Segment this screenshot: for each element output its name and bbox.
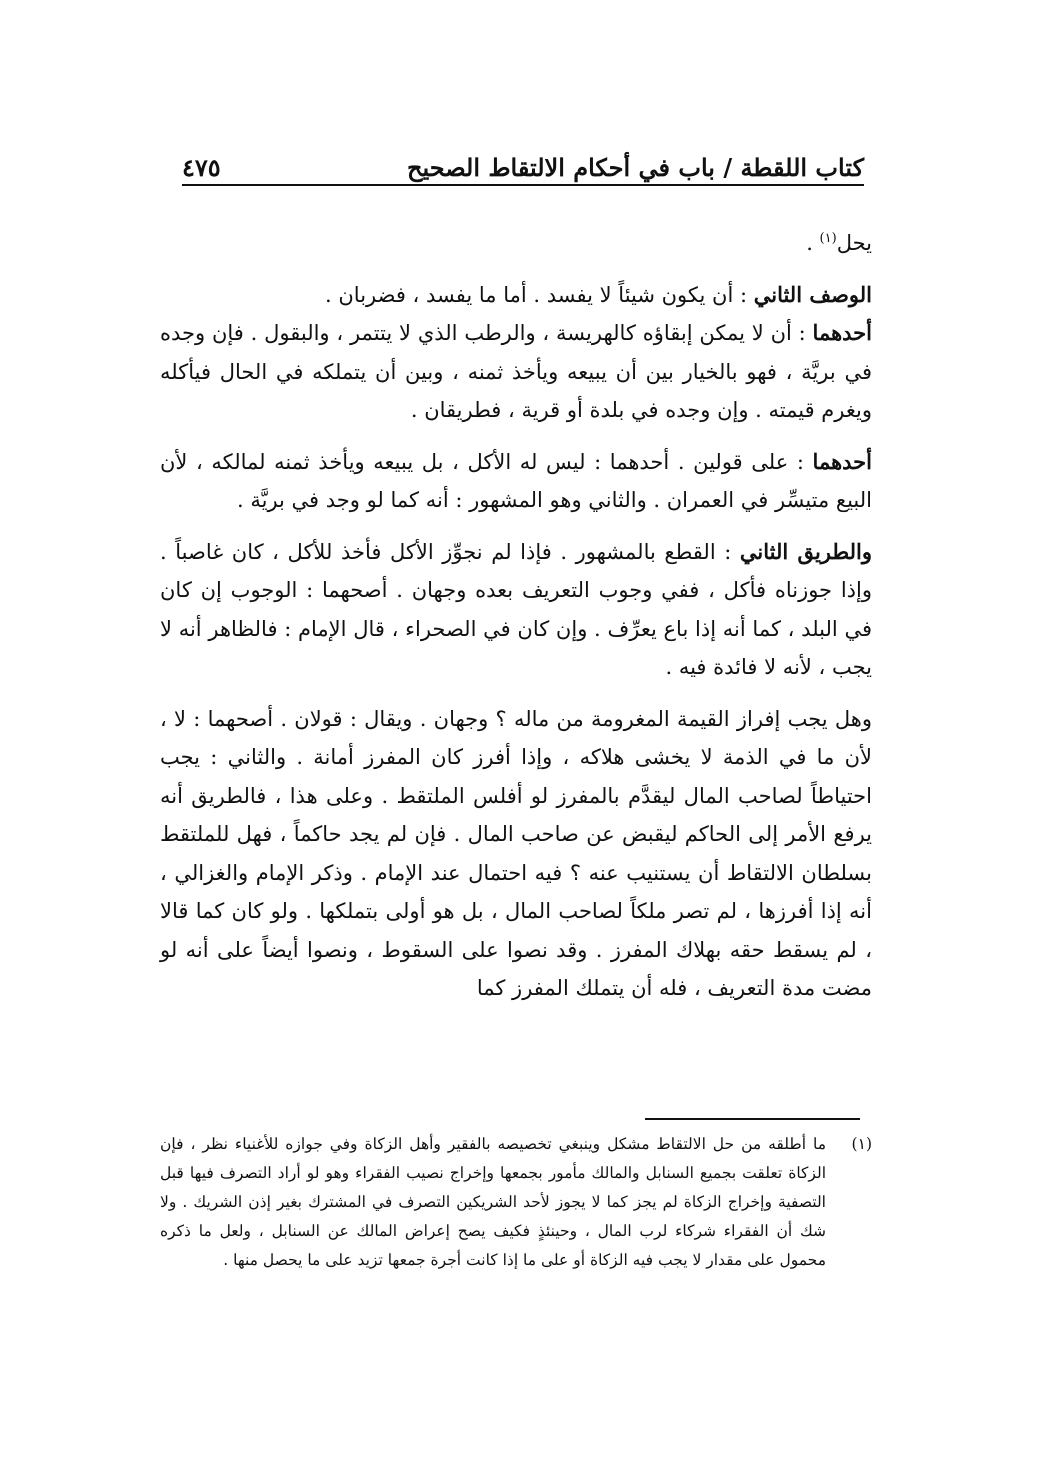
paragraph-5: والطريق الثاني : القطع بالمشهور . فإذا لم نجوِّز الأكل فأخذ للأكل ، كان غاصباً . وإذا جوزناه فأكل ، ففي وجوب التعريف بعده وجهان . أصحهما : الوجوب إن كان في البلد ، كما أنه إذا باع يعرِّف . وإن كان في الصحراء ، قال الإمام : فالظاهر أنه لا يجب ، لأنه لا فائدة فيه .	[160, 538, 872, 679]
footnotes	[160, 1130, 872, 1275]
paragraph-2: الوصف الثاني : أن يكون شيئاً لا يفسد . أما ما يفسد ، فضربان .	[325, 281, 872, 307]
running-title: كتاب اللقطة / باب في أحكام الالتقاط الصحيح	[406, 153, 864, 182]
paragraph-lead: أحدهما	[812, 320, 872, 345]
footnote-rule	[645, 1118, 860, 1120]
paragraph-3: أحدهما : أن لا يمكن إبقاؤه كالهريسة ، والرطب الذي لا يتتمر ، والبقول . فإن وجده في بريَّة ، فهو بالخيار بين أن يبيعه ويأخذ ثمنه ، وبين أن يتملكه في الحال فيأكله ويغرم قيمته . وإن وجده في بلدة أو قرية ، فطريقان .	[160, 320, 872, 422]
body-text	[160, 220, 872, 1008]
running-header	[182, 140, 864, 182]
paragraph-1: يحل$^{(١)}$ .	[806, 231, 872, 255]
footnote-number: (١)	[851, 1135, 872, 1153]
paragraph-4: أحدهما : على قولين . أحدهما : ليس له الأكل ، بل يبيعه ويأخذ ثمنه لمالكه ، لأن البيع متيسِّر في العمران . والثاني وهو المشهور : أنه كما لو وجد في بريَّة .	[160, 448, 872, 512]
header-rule	[182, 184, 864, 186]
footnote	[160, 1130, 872, 1275]
paragraph-6: وهل يجب إفراز القيمة المغرومة من ماله ؟ وجهان . ويقال : قولان . أصحهما : لا ، لأن ما في الذمة لا يخشى هلاكه ، وإذا أفرز كان المفرز أمانة . والثاني : يجب احتياطاً لصاحب المال ليقدَّم بالمفرز لو أفلس الملتقط . وعلى هذا ، فالطريق أنه يرفع الأمر إلى الحاكم ليقبض عن صاحب المال . فإن لم يجد حاكماً ، فهل للملتقط بسلطان الالتقاط أن يستنيب عنه ؟ فيه احتمال عند الإمام . وذكر الإمام والغزالي ، أنه إذا أفرزها ، لم تصر ملكاً لصاحب المال ، بل هو أولى بتملكها . ولو كان كما قالا ، لم يسقط حقه بهلاك المفرز . وقد نصوا على السقوط ، ونصوا أيضاً على أنه لو مضت مدة التعريف ، فله أن يتملك المفرز كما	[160, 706, 872, 1000]
footnote-text: ما أطلقه من حل الالتقاط مشكل وينبغي تخصيصه بالفقير وأهل الزكاة وفي جوازه للأغنياء نظر ، فإن الزكاة تعلقت بجميع السنابل والمالك مأمور بجمعها وإخراج نصيب الفقراء وهو لو أراد التصرف فيها قبل التصفية وإخراج الزكاة لم يجز كما لا يجوز لأحد الشريكين التصرف في المشترك بغير إذن الشريك . ولا شك أن الفقراء شركاء لرب المال ، وحينئذٍ فكيف يصح إعراض المالك عن السنابل ، ولعل ما ذكره محمول على مقدار لا يجب فيه الزكاة أو على ما إذا كانت أجرة جمعها تزيد على ما يحصل منها .	[160, 1135, 826, 1269]
footnote-ref: (١)	[819, 231, 837, 246]
paragraph-lead: والطريق الثاني	[739, 538, 872, 564]
paragraph-lead: الوصف الثاني	[753, 281, 872, 307]
page-number: ٤٧٥	[182, 153, 221, 182]
paragraph-lead: أحدهما	[812, 448, 872, 474]
